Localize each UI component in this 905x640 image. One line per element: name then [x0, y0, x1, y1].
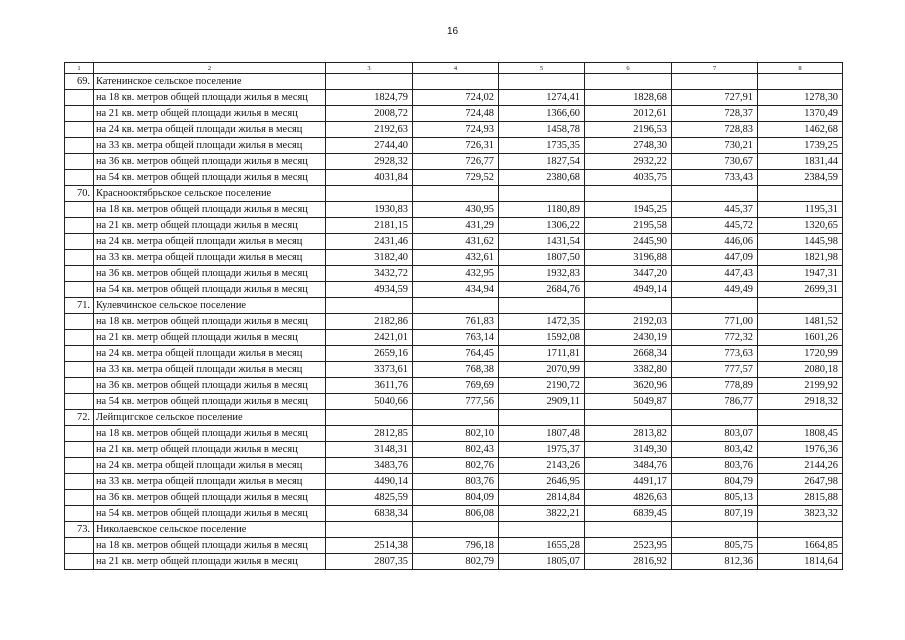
table-row	[65, 506, 843, 522]
empty-cell	[65, 202, 94, 218]
value-cell: 2195,58	[585, 218, 672, 234]
value-cell: 2918,32	[758, 394, 843, 410]
value-cell: 1828,68	[585, 90, 672, 106]
empty-cell	[65, 90, 94, 106]
value-cell: 445,72	[672, 218, 758, 234]
empty-cell	[65, 378, 94, 394]
table-row	[65, 474, 843, 490]
value-cell: 772,32	[672, 330, 758, 346]
value-cell: 2748,30	[585, 138, 672, 154]
row-label: на 24 кв. метра общей площади жилья в месяц	[94, 346, 326, 362]
column-number: 7	[672, 63, 758, 74]
value-cell: 1945,25	[585, 202, 672, 218]
table-row	[65, 330, 843, 346]
empty-cell	[499, 410, 585, 426]
value-cell: 1278,30	[758, 90, 843, 106]
value-cell: 1274,41	[499, 90, 585, 106]
value-cell: 2192,63	[326, 122, 413, 138]
table-row	[65, 458, 843, 474]
empty-cell	[65, 234, 94, 250]
page-number: 16	[446, 26, 459, 37]
value-cell: 3382,80	[585, 362, 672, 378]
row-label: на 36 кв. метров общей площади жилья в месяц	[94, 266, 326, 282]
value-cell: 2144,26	[758, 458, 843, 474]
value-cell: 2928,32	[326, 154, 413, 170]
section-header-row	[65, 298, 843, 314]
column-number: 8	[758, 63, 843, 74]
empty-cell	[672, 410, 758, 426]
value-cell: 2909,11	[499, 394, 585, 410]
value-cell: 1472,35	[499, 314, 585, 330]
empty-cell	[585, 410, 672, 426]
value-cell: 3822,21	[499, 506, 585, 522]
value-cell: 807,19	[672, 506, 758, 522]
section-number: 70.	[65, 186, 94, 202]
row-label: на 24 кв. метра общей площади жилья в месяц	[94, 122, 326, 138]
table-row	[65, 282, 843, 298]
empty-cell	[65, 314, 94, 330]
table-body	[65, 63, 843, 570]
value-cell: 432,95	[413, 266, 499, 282]
empty-cell	[65, 362, 94, 378]
row-label: на 18 кв. метров общей площади жилья в месяц	[94, 426, 326, 442]
empty-cell	[499, 186, 585, 202]
empty-cell	[413, 522, 499, 538]
value-cell: 1947,31	[758, 266, 843, 282]
empty-cell	[585, 522, 672, 538]
value-cell: 434,94	[413, 282, 499, 298]
row-label: на 18 кв. метров общей площади жилья в месяц	[94, 538, 326, 554]
section-header-row	[65, 186, 843, 202]
value-cell: 6838,34	[326, 506, 413, 522]
empty-cell	[65, 538, 94, 554]
empty-cell	[758, 74, 843, 90]
value-cell: 786,77	[672, 394, 758, 410]
row-label: на 36 кв. метров общей площади жилья в месяц	[94, 490, 326, 506]
empty-cell	[758, 522, 843, 538]
row-label: на 18 кв. метров общей площади жилья в месяц	[94, 90, 326, 106]
value-cell: 805,13	[672, 490, 758, 506]
value-cell: 1975,37	[499, 442, 585, 458]
value-cell: 2192,03	[585, 314, 672, 330]
row-label: на 33 кв. метра общей площади жилья в месяц	[94, 362, 326, 378]
value-cell: 2431,46	[326, 234, 413, 250]
value-cell: 2143,26	[499, 458, 585, 474]
value-cell: 1807,50	[499, 250, 585, 266]
row-label: на 18 кв. метров общей площади жилья в месяц	[94, 314, 326, 330]
value-cell: 4490,14	[326, 474, 413, 490]
value-cell: 803,76	[413, 474, 499, 490]
value-cell: 447,43	[672, 266, 758, 282]
value-cell: 1592,08	[499, 330, 585, 346]
value-cell: 1824,79	[326, 90, 413, 106]
column-number: 4	[413, 63, 499, 74]
value-cell: 432,61	[413, 250, 499, 266]
value-cell: 1739,25	[758, 138, 843, 154]
empty-cell	[672, 298, 758, 314]
value-cell: 2384,59	[758, 170, 843, 186]
value-cell: 2684,76	[499, 282, 585, 298]
value-cell: 802,43	[413, 442, 499, 458]
table-row	[65, 266, 843, 282]
column-number: 5	[499, 63, 585, 74]
value-cell: 4031,84	[326, 170, 413, 186]
value-cell: 2070,99	[499, 362, 585, 378]
empty-cell	[672, 74, 758, 90]
empty-cell	[326, 522, 413, 538]
value-cell: 2807,35	[326, 554, 413, 570]
value-cell: 1306,22	[499, 218, 585, 234]
table-row	[65, 346, 843, 362]
value-cell: 4826,63	[585, 490, 672, 506]
value-cell: 2012,61	[585, 106, 672, 122]
value-cell: 726,31	[413, 138, 499, 154]
empty-cell	[326, 74, 413, 90]
value-cell: 3149,30	[585, 442, 672, 458]
value-cell: 4934,59	[326, 282, 413, 298]
empty-cell	[65, 154, 94, 170]
empty-cell	[65, 282, 94, 298]
value-cell: 1462,68	[758, 122, 843, 138]
table-row	[65, 394, 843, 410]
value-cell: 2699,31	[758, 282, 843, 298]
table-row	[65, 218, 843, 234]
table-row	[65, 122, 843, 138]
value-cell: 796,18	[413, 538, 499, 554]
empty-cell	[65, 426, 94, 442]
value-cell: 805,75	[672, 538, 758, 554]
value-cell: 3373,61	[326, 362, 413, 378]
table-row	[65, 314, 843, 330]
row-label: на 21 кв. метр общей площади жилья в месяц	[94, 330, 326, 346]
value-cell: 3823,32	[758, 506, 843, 522]
value-cell: 2647,98	[758, 474, 843, 490]
value-cell: 771,00	[672, 314, 758, 330]
value-cell: 2190,72	[499, 378, 585, 394]
value-cell: 764,45	[413, 346, 499, 362]
section-title: Кулевчинское сельское поселение	[94, 298, 326, 314]
value-cell: 4491,17	[585, 474, 672, 490]
value-cell: 727,91	[672, 90, 758, 106]
row-label: на 33 кв. метра общей площади жилья в месяц	[94, 138, 326, 154]
value-cell: 802,79	[413, 554, 499, 570]
empty-cell	[65, 106, 94, 122]
empty-cell	[65, 506, 94, 522]
empty-cell	[65, 330, 94, 346]
value-cell: 2514,38	[326, 538, 413, 554]
value-cell: 2816,92	[585, 554, 672, 570]
value-cell: 1180,89	[499, 202, 585, 218]
table-row	[65, 490, 843, 506]
column-number: 6	[585, 63, 672, 74]
section-title: Краснооктябрьское сельское поселение	[94, 186, 326, 202]
value-cell: 804,09	[413, 490, 499, 506]
table-row	[65, 138, 843, 154]
section-header-row	[65, 522, 843, 538]
value-cell: 3432,72	[326, 266, 413, 282]
empty-cell	[758, 298, 843, 314]
empty-cell	[585, 74, 672, 90]
value-cell: 1808,45	[758, 426, 843, 442]
value-cell: 1932,83	[499, 266, 585, 282]
value-cell: 1976,36	[758, 442, 843, 458]
row-label: на 33 кв. метра общей площади жилья в месяц	[94, 474, 326, 490]
value-cell: 4035,75	[585, 170, 672, 186]
row-label: на 21 кв. метр общей площади жилья в месяц	[94, 218, 326, 234]
value-cell: 1445,98	[758, 234, 843, 250]
value-cell: 804,79	[672, 474, 758, 490]
value-cell: 730,21	[672, 138, 758, 154]
value-cell: 1431,54	[499, 234, 585, 250]
value-cell: 728,37	[672, 106, 758, 122]
section-header-row	[65, 74, 843, 90]
value-cell: 1814,64	[758, 554, 843, 570]
empty-cell	[65, 554, 94, 570]
value-cell: 430,95	[413, 202, 499, 218]
section-title: Катенинское сельское поселение	[94, 74, 326, 90]
empty-cell	[499, 522, 585, 538]
section-number: 71.	[65, 298, 94, 314]
empty-cell	[65, 266, 94, 282]
value-cell: 2932,22	[585, 154, 672, 170]
empty-cell	[585, 298, 672, 314]
value-cell: 3483,76	[326, 458, 413, 474]
empty-cell	[499, 298, 585, 314]
row-label: на 36 кв. метров общей площади жилья в месяц	[94, 378, 326, 394]
value-cell: 724,48	[413, 106, 499, 122]
row-label: на 36 кв. метров общей площади жилья в месяц	[94, 154, 326, 170]
value-cell: 1735,35	[499, 138, 585, 154]
value-cell: 6839,45	[585, 506, 672, 522]
row-label: на 54 кв. метров общей площади жилья в месяц	[94, 170, 326, 186]
empty-cell	[65, 394, 94, 410]
empty-cell	[413, 298, 499, 314]
section-title: Николаевское сельское поселение	[94, 522, 326, 538]
value-cell: 802,10	[413, 426, 499, 442]
row-label: на 24 кв. метра общей площади жилья в месяц	[94, 234, 326, 250]
value-cell: 1195,31	[758, 202, 843, 218]
row-label: на 33 кв. метра общей площади жилья в месяц	[94, 250, 326, 266]
table-row	[65, 106, 843, 122]
value-cell: 2199,92	[758, 378, 843, 394]
value-cell: 2380,68	[499, 170, 585, 186]
value-cell: 4949,14	[585, 282, 672, 298]
row-label: на 18 кв. метров общей площади жилья в месяц	[94, 202, 326, 218]
value-cell: 728,83	[672, 122, 758, 138]
section-number: 72.	[65, 410, 94, 426]
table-row	[65, 554, 843, 570]
value-cell: 1601,26	[758, 330, 843, 346]
column-number: 2	[94, 63, 326, 74]
column-number-row	[65, 63, 843, 74]
value-cell: 803,07	[672, 426, 758, 442]
table-row	[65, 426, 843, 442]
empty-cell	[65, 122, 94, 138]
value-cell: 2813,82	[585, 426, 672, 442]
value-cell: 769,69	[413, 378, 499, 394]
value-cell: 1458,78	[499, 122, 585, 138]
value-cell: 2523,95	[585, 538, 672, 554]
value-cell: 1720,99	[758, 346, 843, 362]
value-cell: 2080,18	[758, 362, 843, 378]
row-label: на 21 кв. метр общей площади жилья в месяц	[94, 106, 326, 122]
table-row	[65, 154, 843, 170]
empty-cell	[65, 346, 94, 362]
value-cell: 2008,72	[326, 106, 413, 122]
value-cell: 2421,01	[326, 330, 413, 346]
empty-cell	[65, 138, 94, 154]
value-cell: 1827,54	[499, 154, 585, 170]
value-cell: 3148,31	[326, 442, 413, 458]
section-number: 73.	[65, 522, 94, 538]
row-label: на 54 кв. метров общей площади жилья в месяц	[94, 282, 326, 298]
row-label: на 21 кв. метр общей площади жилья в месяц	[94, 554, 326, 570]
value-cell: 3484,76	[585, 458, 672, 474]
value-cell: 1370,49	[758, 106, 843, 122]
value-cell: 806,08	[413, 506, 499, 522]
empty-cell	[326, 186, 413, 202]
value-cell: 2659,16	[326, 346, 413, 362]
empty-cell	[65, 442, 94, 458]
value-cell: 5040,66	[326, 394, 413, 410]
value-cell: 1320,65	[758, 218, 843, 234]
table-row	[65, 362, 843, 378]
value-cell: 431,29	[413, 218, 499, 234]
value-cell: 3620,96	[585, 378, 672, 394]
value-cell: 2744,40	[326, 138, 413, 154]
value-cell: 802,76	[413, 458, 499, 474]
value-cell: 3182,40	[326, 250, 413, 266]
empty-cell	[65, 490, 94, 506]
value-cell: 3196,88	[585, 250, 672, 266]
empty-cell	[758, 186, 843, 202]
empty-cell	[326, 410, 413, 426]
value-cell: 778,89	[672, 378, 758, 394]
row-label: на 21 кв. метр общей площади жилья в месяц	[94, 442, 326, 458]
value-cell: 777,57	[672, 362, 758, 378]
value-cell: 2182,86	[326, 314, 413, 330]
value-cell: 2814,84	[499, 490, 585, 506]
empty-cell	[758, 410, 843, 426]
value-cell: 2196,53	[585, 122, 672, 138]
value-cell: 733,43	[672, 170, 758, 186]
value-cell: 2646,95	[499, 474, 585, 490]
table-row	[65, 202, 843, 218]
table-row	[65, 234, 843, 250]
empty-cell	[585, 186, 672, 202]
value-cell: 1481,52	[758, 314, 843, 330]
empty-cell	[499, 74, 585, 90]
value-cell: 2668,34	[585, 346, 672, 362]
value-cell: 2445,90	[585, 234, 672, 250]
empty-cell	[326, 298, 413, 314]
section-number: 69.	[65, 74, 94, 90]
value-cell: 2812,85	[326, 426, 413, 442]
value-cell: 446,06	[672, 234, 758, 250]
column-number: 3	[326, 63, 413, 74]
value-cell: 724,93	[413, 122, 499, 138]
table-row	[65, 442, 843, 458]
tariff-table	[64, 62, 843, 570]
value-cell: 763,14	[413, 330, 499, 346]
section-header-row	[65, 410, 843, 426]
value-cell: 3611,76	[326, 378, 413, 394]
value-cell: 761,83	[413, 314, 499, 330]
empty-cell	[65, 474, 94, 490]
table-row	[65, 170, 843, 186]
value-cell: 1664,85	[758, 538, 843, 554]
value-cell: 726,77	[413, 154, 499, 170]
empty-cell	[672, 186, 758, 202]
value-cell: 773,63	[672, 346, 758, 362]
empty-cell	[65, 250, 94, 266]
section-title: Лейпцигское сельское поселение	[94, 410, 326, 426]
value-cell: 447,09	[672, 250, 758, 266]
empty-cell	[672, 522, 758, 538]
value-cell: 449,49	[672, 282, 758, 298]
value-cell: 812,36	[672, 554, 758, 570]
value-cell: 4825,59	[326, 490, 413, 506]
table-row	[65, 538, 843, 554]
table-row	[65, 378, 843, 394]
value-cell: 729,52	[413, 170, 499, 186]
value-cell: 777,56	[413, 394, 499, 410]
value-cell: 431,62	[413, 234, 499, 250]
value-cell: 803,76	[672, 458, 758, 474]
value-cell: 768,38	[413, 362, 499, 378]
value-cell: 445,37	[672, 202, 758, 218]
value-cell: 5049,87	[585, 394, 672, 410]
table-row	[65, 90, 843, 106]
value-cell: 1930,83	[326, 202, 413, 218]
empty-cell	[413, 74, 499, 90]
value-cell: 2430,19	[585, 330, 672, 346]
row-label: на 54 кв. метров общей площади жилья в месяц	[94, 394, 326, 410]
empty-cell	[65, 458, 94, 474]
row-label: на 54 кв. метров общей площади жилья в месяц	[94, 506, 326, 522]
empty-cell	[65, 218, 94, 234]
value-cell: 2815,88	[758, 490, 843, 506]
value-cell: 1711,81	[499, 346, 585, 362]
empty-cell	[413, 186, 499, 202]
empty-cell	[413, 410, 499, 426]
row-label: на 24 кв. метра общей площади жилья в месяц	[94, 458, 326, 474]
column-number: 1	[65, 63, 94, 74]
value-cell: 803,42	[672, 442, 758, 458]
table-row	[65, 250, 843, 266]
value-cell: 730,67	[672, 154, 758, 170]
value-cell: 1366,60	[499, 106, 585, 122]
value-cell: 2181,15	[326, 218, 413, 234]
value-cell: 1805,07	[499, 554, 585, 570]
value-cell: 1807,48	[499, 426, 585, 442]
value-cell: 1821,98	[758, 250, 843, 266]
value-cell: 1655,28	[499, 538, 585, 554]
empty-cell	[65, 170, 94, 186]
value-cell: 724,02	[413, 90, 499, 106]
value-cell: 1831,44	[758, 154, 843, 170]
value-cell: 3447,20	[585, 266, 672, 282]
